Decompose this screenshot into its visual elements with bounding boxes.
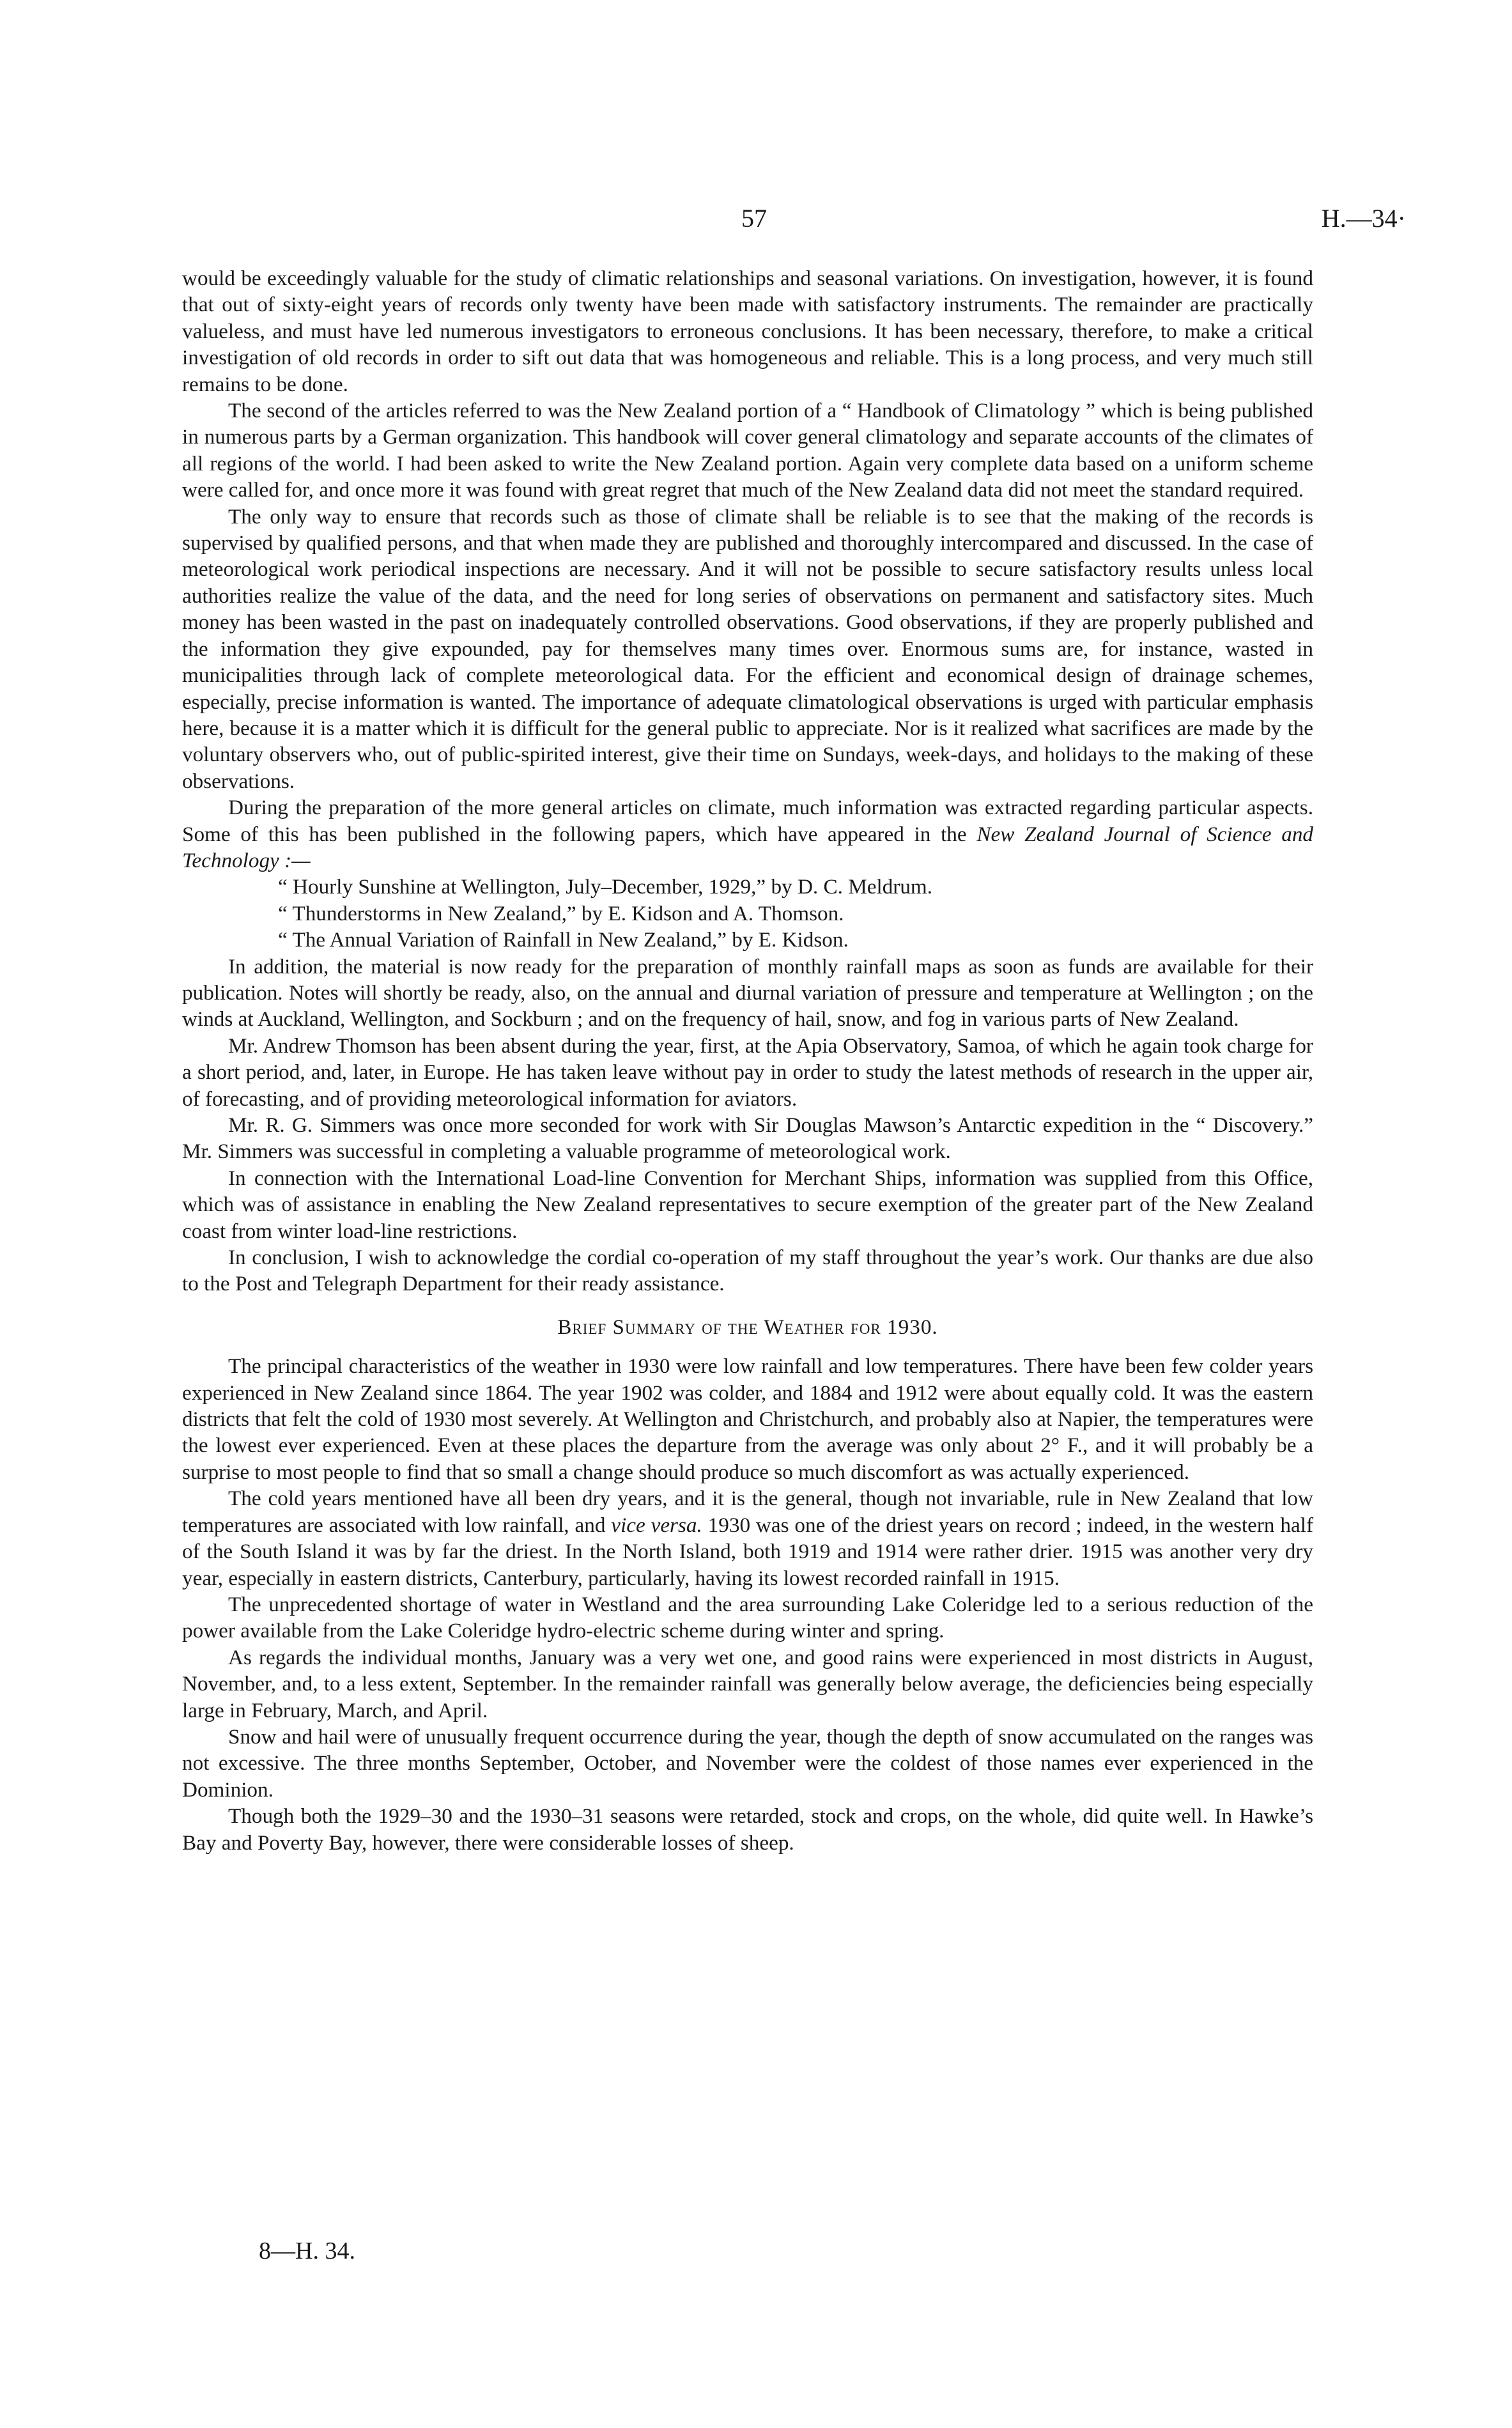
paragraph: In conclusion, I wish to acknowledge the cordial co-operation of my staff throughout the year’s work. Our thanks are due also to the Post and Telegraph Department for their ready assistance.	[182, 1246, 1313, 1296]
paragraph: Though both the 1929–30 and the 1930–31 seasons were retarded, stock and crops, on the whole, did quite well. In Hawke’s Bay and Poverty Bay, however, there were considerable losses of sheep.	[182, 1804, 1313, 1855]
italic-phrase: vice versa.	[611, 1513, 702, 1537]
paragraph: Mr. Andrew Thomson has been absent during the year, first, at the Apia Observatory, Samoa, of which he again took charge for a short period, and, later, in Europe. He has taken leave without pay in order to study the latest methods of research in the upper air, of forecasting, and of providing meteorological information for aviators.	[182, 1033, 1313, 1111]
paragraph-text: During the preparation of the more general articles on climate, much information was extracted regarding particular aspects. Some of this has been published in the following papers, which have appeared in the	[182, 796, 1313, 846]
page-number: 57	[741, 204, 767, 233]
citation: “ Thunderstorms in New Zealand,” by E. Kidson and A. Thomson.	[278, 901, 844, 925]
paragraph-text: The cold years mentioned have all been dry years, and it is the general, though not invariable, rule in New Zealand that low temperatures are associated with low rainfall, and	[182, 1487, 1313, 1537]
citation: “ The Annual Variation of Rainfall in New Zealand,” by E. Kidson.	[278, 928, 849, 952]
paragraph	[182, 794, 1313, 874]
paragraph: As regards the individual months, January was a very wet one, and good rains were experienced in most districts in August, November, and, to a less extent, September. In the remainder rainfall was generally below average, the deficiencies being especially large in February, March, and April.	[182, 1645, 1313, 1722]
citation: “ Hourly Sunshine at Wellington, July–December, 1929,” by D. C. Meldrum.	[278, 875, 933, 899]
paragraph: In addition, the material is now ready for the preparation of monthly rainfall maps as soon as funds are available for their publication. Notes will shortly be ready, also, on the annual and diurnal variation of pressure and temperature at Wellington ; on the winds at Auckland, Wellington, and Sockburn ; and on the frequency of hail, snow, and fog in various parts of New Zealand.	[182, 954, 1313, 1032]
paragraph	[182, 1485, 1313, 1591]
footer-signature: 8—H. 34.	[259, 2238, 355, 2264]
paragraph: Mr. R. G. Simmers was once more seconded for work with Sir Douglas Mawson’s Antarctic expedition in the “ Discovery.” Mr. Simmers was successful in completing a valuable programme of meteorological work.	[182, 1113, 1313, 1164]
paragraph: Snow and hail were of unusually frequent occurrence during the year, though the depth of snow accumulated on the ranges was not excessive. The three months September, October, and November were the coldest of those names ever experienced in the Dominion.	[182, 1724, 1313, 1802]
paragraph: The second of the articles referred to was the New Zealand portion of a “ Handbook of Climatology ” which is being published in numerous parts by a German organization. This handbook will cover general climatology and separate accounts of the climates of all regions of the world. I had been asked to write the New Zealand portion. Again very complete data based on a uniform scheme were called for, and once more it was found with great regret that much of the New Zealand data did not meet the standard required.	[182, 399, 1313, 502]
paragraph-text: 1930 was one of the driest years on record ; indeed, in the western half of the South Island it was by far the driest. In the North Island, both 1919 and 1914 were rather drier. 1915 was another very dry year, especially in eastern districts, Canterbury, particularly, having its lowest recorded rainfall in 1915.	[182, 1513, 1313, 1590]
paragraph: would be exceedingly valuable for the study of climatic relationships and seasonal variations. On investigation, however, it is found that out of sixty-eight years of records only twenty have been made with satisfactory instruments. The remainder are practically valueless, and must have led numerous investigators to erroneous conclusions. It has been necessary, therefore, to make a critical investigation of old records in order to sift out data that was homogeneous and reliable. This is a long process, and very much still remains to be done.	[182, 267, 1313, 396]
paragraph: The unprecedented shortage of water in Westland and the area surrounding Lake Coleridge led to a serious reduction of the power available from the Lake Coleridge hydro-electric scheme during winter and spring.	[182, 1592, 1313, 1643]
journal-title: New Zealand Journal of Science and Technology :—	[182, 822, 1314, 872]
paragraph: In connection with the International Load-line Convention for Merchant Ships, information was supplied from this Office, which was of assistance in enabling the New Zealand representatives to secure exemption of the greater part of the New Zealand coast from winter load-line restrictions.	[182, 1166, 1313, 1243]
paragraph: The only way to ensure that records such as those of climate shall be reliable is to see that the making of the records is supervised by qualified persons, and that when made they are published and thoroughly intercompared and discussed. In the case of meteorological work periodical inspections are necessary. And it will not be possible to secure satisfactory results unless local authorities realize the value of the data, and the need for long series of observations on permanent and satisfactory sites. Much money has been wasted in the past on inadequately controlled observations. Good observations, if they are properly published and the information they give expounded, pay for themselves many times over. Enormous sums are, for instance, wasted in municipalities through lack of complete meteorological data. For the efficient and economical design of drainage schemes, especially, precise information is wanted. The importance of adequate climatological observations is urged with particular emphasis here, because it is a matter which it is difficult for the general public to appreciate. Nor is it realized what sacrifices are made by the voluntary observers who, out of public-spirited interest, give their time on Sundays, week-days, and holidays to the making of these observations.	[182, 504, 1313, 793]
paragraph: The principal characteristics of the weather in 1930 were low rainfall and low temperatures. There have been few colder years experienced in New Zealand since 1864. The year 1902 was colder, and 1884 and 1912 were about equally cold. It was the eastern districts that felt the cold of 1930 most severely. At Wellington and Christchurch, and probably also at Napier, the temperatures were the lowest ever experienced. Even at these places the departure from the average was only about 2° F., and it will probably be a surprise to most people to find that so small a change should produce so much discomfort as was actually experienced.	[182, 1354, 1313, 1484]
section-heading: Brief Summary of the Weather for 1930.	[557, 1315, 938, 1339]
body-text	[182, 265, 1313, 1856]
document-reference: H.—34·	[1321, 204, 1406, 233]
